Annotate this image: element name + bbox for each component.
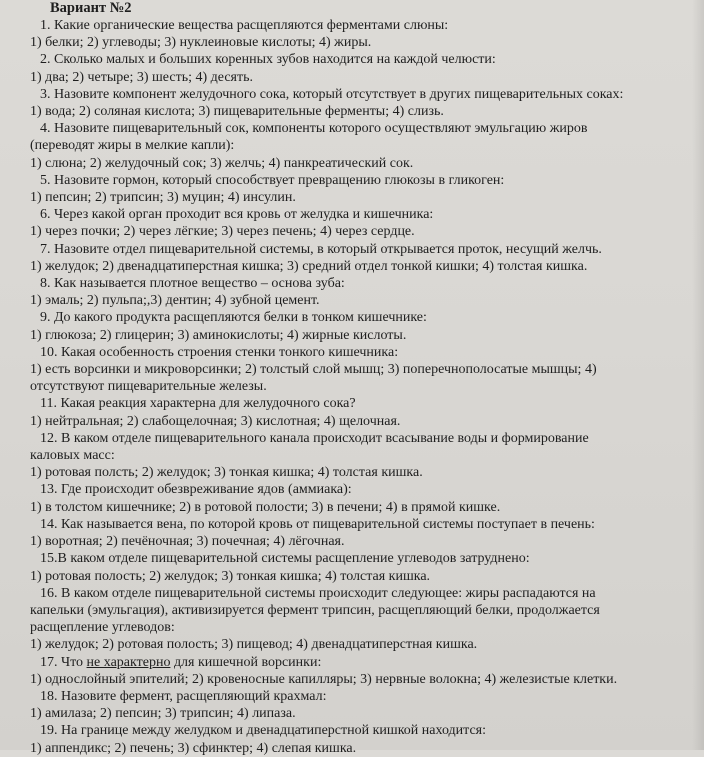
question-text-end: для кишечной ворсинки: [170, 654, 322, 670]
question-11 [30, 395, 694, 429]
question-text-continued: каловых масс: [30, 448, 115, 464]
answer-options: 1) глюкоза; 2) глицерин; 3) аминокислоты; 4) жирные кислоты. [30, 327, 407, 343]
question-14 [30, 516, 694, 550]
question-18 [30, 688, 694, 722]
answer-options: 1) вода; 2) соляная кислота; 3) пищеварительные ферменты; 4) слизь. [30, 104, 444, 120]
question-8 [30, 275, 694, 309]
question-text: 12. В каком отделе пищеварительного канала происходит всасывание воды и формирование [40, 430, 589, 446]
question-7 [30, 241, 694, 275]
page-title: Вариант №2 [50, 0, 132, 16]
question-text: 16. В каком отделе пищеварительной системы происходит следующее: жиры распадаются на [40, 585, 596, 601]
question-text: 1. Какие органические вещества расщепляются ферментами слюны: [40, 18, 449, 33]
question-3 [30, 86, 694, 120]
question-text: 8. Как называется плотное вещество – основа зуба: [40, 276, 345, 292]
question-text: 15.В каком отделе пищеварительной системы расщепление углеводов затруднено: [40, 551, 530, 567]
question-text [30, 654, 694, 671]
question-text-continued: расщепление углеводов: [30, 620, 175, 636]
answer-options: 1) есть ворсинки и микроворсинки; 2) толстый слой мышц; 3) поперечнополосатые мышцы; 4) [30, 362, 597, 378]
answer-options: 1) в толстом кишечнике; 2) в ротовой полости; 3) в печени; 4) в прямой кишке. [30, 499, 501, 515]
question-text: 2. Сколько малых и больших коренных зубов находится на каждой челюсти: [40, 52, 496, 68]
answer-options: 1) ротовая полость; 2) желудок; 3) тонкая кишка; 4) толстая кишка. [30, 568, 431, 584]
question-9 [30, 309, 694, 343]
question-text-continued: (переводят жиры в мелкие капли): [30, 138, 235, 154]
question-17 [30, 654, 694, 688]
answer-options: 1) однослойный эпителий; 2) кровеносные капилляры; 3) нервные волокна; 4) железистые клетки. [30, 671, 618, 687]
question-text-continued: капельки (эмульгация), активизируется фермент трипсин, расщепляющий белки, продолжается [30, 602, 600, 618]
question-text: 4. Назовите пищеварительный сок, компоненты которого осуществляют эмульгацию жиров [40, 121, 588, 137]
question-10 [30, 344, 694, 396]
question-text: 3. Назовите компонент желудочного сока, который отсутствует в других пищеварительных соках: [40, 86, 624, 102]
question-text: 9. До какого продукта расщепляются белки в тонком кишечнике: [40, 310, 427, 326]
question-6 [30, 206, 694, 240]
underlined-phrase: не характерно [86, 654, 171, 670]
answer-options: 1) аппендикс; 2) печень; 3) сфинктер; 4) слепая кишка. [30, 740, 357, 756]
answer-options-continued: отсутствуют пищеварительные железы. [30, 379, 267, 395]
question-text: 13. Где происходит обезвреживание ядов (аммиака): [40, 482, 352, 498]
answer-options: 1) желудок; 2) двенадцатиперстная кишка; 3) средний отдел тонкой кишки; 4) толстая кишка. [30, 258, 588, 274]
question-5 [30, 172, 694, 206]
question-text: 11. Какая реакция характерна для желудочного сока? [40, 396, 356, 412]
answer-options: 1) амилаза; 2) пепсин; 3) трипсин; 4) липаза. [30, 706, 296, 722]
answer-options: 1) пепсин; 2) трипсин; 3) муцин; 4) инсулин. [30, 190, 296, 206]
question-19 [30, 722, 694, 756]
answer-options: 1) слюна; 2) желудочный сок; 3) желчь; 4) панкреатический сок. [30, 155, 414, 171]
question-13 [30, 481, 694, 515]
question-text: 10. Какая особенность строения стенки тонкого кишечника: [40, 344, 399, 360]
question-4 [30, 120, 694, 172]
answer-options: 1) через почки; 2) через лёгкие; 3) через печень; 4) через сердце. [30, 224, 415, 240]
question-12 [30, 430, 694, 482]
question-text: 7. Назовите отдел пищеварительной системы, в который открывается проток, несущий желчь. [40, 241, 602, 257]
question-1 [30, 17, 694, 51]
answer-options: 1) эмаль; 2) пульпа;,3) дентин; 4) зубной цемент. [30, 293, 320, 309]
answer-options: 1) ротовая полсть; 2) желудок; 3) тонкая кишка; 4) толстая кишка. [30, 465, 423, 481]
page-edge-shadow [692, 0, 704, 750]
question-2 [30, 51, 694, 85]
question-text: 19. На границе между желудком и двенадцатиперстной кишкой находится: [40, 723, 486, 739]
question-text: 18. Назовите фермент, расщепляющий крахмал: [40, 688, 327, 704]
answer-options: 1) белки; 2) углеводы; 3) нуклеиновые кислоты; 4) жиры. [30, 35, 372, 51]
question-16 [30, 585, 694, 654]
question-text: 6. Через какой орган проходит вся кровь от желудка и кишечника: [40, 207, 434, 223]
question-15 [30, 550, 694, 584]
question-text: 14. Как называется вена, по которой кровь от пищеварительной системы поступает в печень: [40, 516, 595, 532]
answer-options: 1) желудок; 2) ротовая полость; 3) пищевод; 4) двенадцатиперстная кишка. [30, 637, 478, 653]
answer-options: 1) воротная; 2) печёночная; 3) почечная; 4) лёгочная. [30, 534, 345, 550]
question-text: 5. Назовите гормон, который способствует превращению глюкозы в гликоген: [40, 172, 505, 188]
answer-options: 1) два; 2) четыре; 3) шесть; 4) десять. [30, 69, 253, 85]
question-text-start: 17. Что [40, 654, 87, 670]
answer-options: 1) нейтральная; 2) слабощелочная; 3) кислотная; 4) щелочная. [30, 413, 401, 429]
